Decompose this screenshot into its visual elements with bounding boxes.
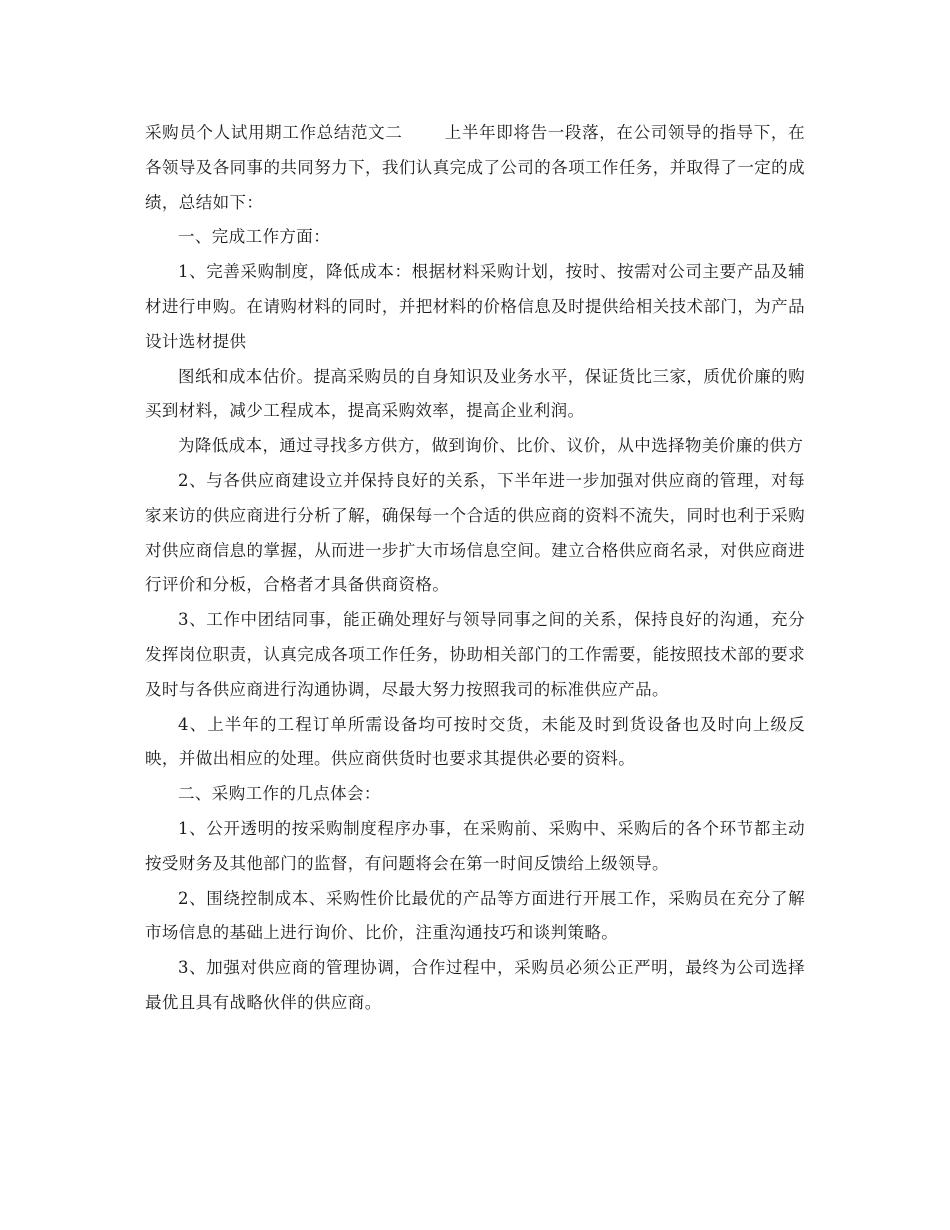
- paragraph-item-2-2: 2、围绕控制成本、采购性价比最优的产品等方面进行开展工作，采购员在充分了解市场信息的基础上进行询价、比价，注重沟通技巧和谈判策略。: [145, 888, 805, 943]
- paragraph-item-2-1: 1、公开透明的按采购制度程序办事，在采购前、采购中、采购后的各个环节都主动按受财务及其他部门的监督，有问题将会在第一时间反馈给上级领导。: [145, 818, 805, 873]
- paragraph-item-1-1-continued: 图纸和成本估价。提高采购员的自身知识及业务水平，保证货比三家，质优价廉的购买到材料，减少工程成本，提高采购效率，提高企业利润。: [145, 366, 805, 421]
- paragraph-item-1-4: 4、上半年的工程订单所需设备均可按时交货，未能及时到货设备也及时向上级反映，并做出相应的处理。供应商供货时也要求其提供必要的资料。: [145, 714, 805, 769]
- paragraph-cost-reduction: 为降低成本，通过寻找多方供方，做到询价、比价、议价，从中选择物美价廉的供方: [178, 436, 804, 456]
- intro-text: 上半年即将告一段落，在公司领导的指导下，在各领导及各同事的共同努力下，我们认真完成了公司的各项工作任务，并取得了一定的成绩，总结如下：: [145, 123, 805, 212]
- paragraph-item-2-3: 3、加强对供应商的管理协调，合作过程中，采购员必须公正严明，最终为公司选择最优且具有战略伙伴的供应商。: [145, 958, 805, 1012]
- paragraph-item-1-2: 2、与各供应商建设立并保持良好的关系，下半年进一步加强对供应商的管理，对每家来访的供应商进行分析了解，确保每一个合适的供应商的资料不流失，同时也利于采购对供应商信息的掌握，从而进一步扩大市场信息空间。建立合格供应商名录，对供应商进行评价和分板，合格者才具备供商资格。: [145, 470, 805, 595]
- document-body: [145, 116, 805, 1021]
- intro-paragraph: [145, 116, 805, 220]
- document-title: 采购员个人试用期工作总结范文二: [145, 123, 403, 142]
- paragraph-item-1-1: 1、完善采购制度，降低成本：根据材料采购计划，按时、按需对公司主要产品及辅材进行申购。在请购材料的同时，并把材料的价格信息及时提供给相关技术部门，为产品设计选材提供: [145, 262, 805, 351]
- section-heading-2: 二、采购工作的几点体会：: [178, 784, 381, 804]
- paragraph-item-1-3: 3、工作中团结同事，能正确处理好与领导同事之间的关系，保持良好的沟通，充分发挥岗位职责，认真完成各项工作任务，协助相关部门的工作需要，能按照技术部的要求及时与各供应商进行沟通协调，尽最大努力按照我司的标准供应产品。: [145, 610, 805, 699]
- section-heading-1: 一、完成工作方面：: [178, 227, 331, 247]
